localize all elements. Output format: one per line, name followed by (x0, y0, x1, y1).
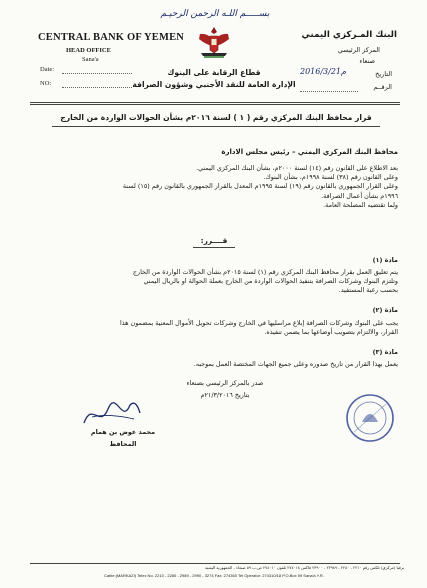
en-date-line (62, 73, 132, 74)
preamble-line: ١٩٩٦م بشأن أعمال الصرافة. (321, 191, 398, 200)
preamble-line: ولما تقتضيه المصلحة العامة. (323, 200, 398, 209)
ar-head-office: المركز الرئيسي (337, 46, 380, 54)
en-bank-name: CENTRAL BANK OF YEMEN (38, 32, 185, 43)
article-line: القرار، والالتزام بتصويب أوضاعها بما يضمن تنفيذه. (264, 328, 398, 337)
preamble (28, 164, 398, 210)
en-ref-label: NO: (40, 80, 52, 87)
article-3-body (28, 360, 398, 369)
decides-heading: قــــرر: (200, 236, 228, 245)
preamble-line: وعلى القانون رقم (٣٨) لسنة ١٩٩٨م، بشأن البنوك. (263, 173, 398, 182)
en-date-label: Date: (40, 66, 55, 73)
preamble-line: بعد الاطلاع على القانون رقم (١٤) لسنة ٢٠٠٠م، بشأن البنك المركزي اليمني. (196, 164, 398, 172)
article-3-heading: مادة (٣) (372, 348, 398, 356)
article-2-body (28, 319, 398, 337)
basmala-calligraphy: بســـــم اللـه الرحمن الرحيـم (160, 9, 270, 19)
department-name: الإدارة العامة للنقد الأجنبي وشؤون الصرافة (132, 80, 296, 89)
article-1-heading: مادة (١) (372, 256, 398, 264)
article-1-body (28, 268, 398, 296)
footer-separator (30, 563, 400, 564)
signatory-name: محمد عوض بن همام (90, 428, 156, 436)
ar-date-value: 2016/3/21م (300, 67, 346, 76)
header-separator-top (30, 102, 400, 103)
decides-underline (193, 247, 235, 248)
footer-arabic-contacts: برقيا (مركزي) تلكس رقم ٢٢١٠ - ٢٢٨٠ - ٢٣٩٨٩ - ٢٣٩٠٠ فاكس ٢٧٤٠١٨ تلفون ٢٧٤٠١٠ ص.ب ٥٩ صنعاء - الجمهورية اليمنية (205, 565, 404, 570)
article-2-heading: مادة (٢) (372, 306, 398, 314)
article-line: يجب على البنوك وشركات الصرافة إبلاغ مراسليها في الخارج وشركات تحويل الأموال المعنية بمضمون هذا (120, 319, 398, 327)
header-separator-bottom (30, 104, 400, 105)
article-line: وتلتزم البنوك وشركات الصرافة بتنفيذ الحوالات الواردة من الخارج بعملة الحوالة او بالريال اليمني (143, 277, 398, 286)
ar-ref-label: الرقــم (373, 83, 392, 91)
article-line: يعمل بهذا القرار من تاريخ صدوره وعلى جميع الجهات المختصة العمل بموجبه. (193, 360, 398, 368)
yemen-eagle-emblem-icon (196, 24, 232, 62)
en-head-office: HEAD OFFICE (66, 47, 111, 54)
en-city: Sana'a (82, 56, 99, 63)
sector-name: قطاع الرقابة على البنوك (167, 68, 261, 77)
title-underline (52, 126, 380, 127)
ar-date-label: التاريخ (375, 70, 392, 78)
article-line: بحسب رغبة المستفيد. (338, 286, 398, 295)
signatory-role: المحافظ (109, 440, 137, 448)
decision-title: قرار محافظ البنك المركزي رقم ( ١ ) لسنة ٢٠١٦م بشأن الحوالات الواردة من الخارج (60, 113, 372, 122)
ar-city: صنعاء (359, 57, 375, 65)
ar-bank-name: البنك المـركزي اليمني (301, 30, 397, 40)
issuer-line: محافظ البنك المركزي اليمني – رئيس مجلس الادارة (221, 148, 398, 156)
issued-place: صدر بالمركز الرئيسي بصنعاء (186, 379, 264, 387)
article-line: يتم تعليق العمل بقرار محافظ البنك المركزي رقم (١) لسنة ٢٠١٥م بشأن الحوالات الواردة من الخارج (132, 268, 398, 276)
issued-date: بتاريخ ٢١/٣/٢٠١٦م (200, 391, 250, 399)
preamble-line: وعلى القرار الجمهوري بالقانون رقم (١٩) لسنة ١٩٩٥م المعدل بالقرار الجمهوري بالقانون رقم (١٥) لسنة (122, 182, 398, 191)
ar-ref-line (300, 91, 358, 92)
official-seal-stamp-icon (344, 392, 396, 444)
footer-english-contacts: Cable:(MARKAZI) Telex No. 2210 - 2280 - 2989 - 2990 - 3274 Fax: 274360 Tel Operator: 274310/18 P.O.Box 59 Sana'a Y.R. (104, 573, 324, 578)
en-ref-line (62, 87, 132, 88)
